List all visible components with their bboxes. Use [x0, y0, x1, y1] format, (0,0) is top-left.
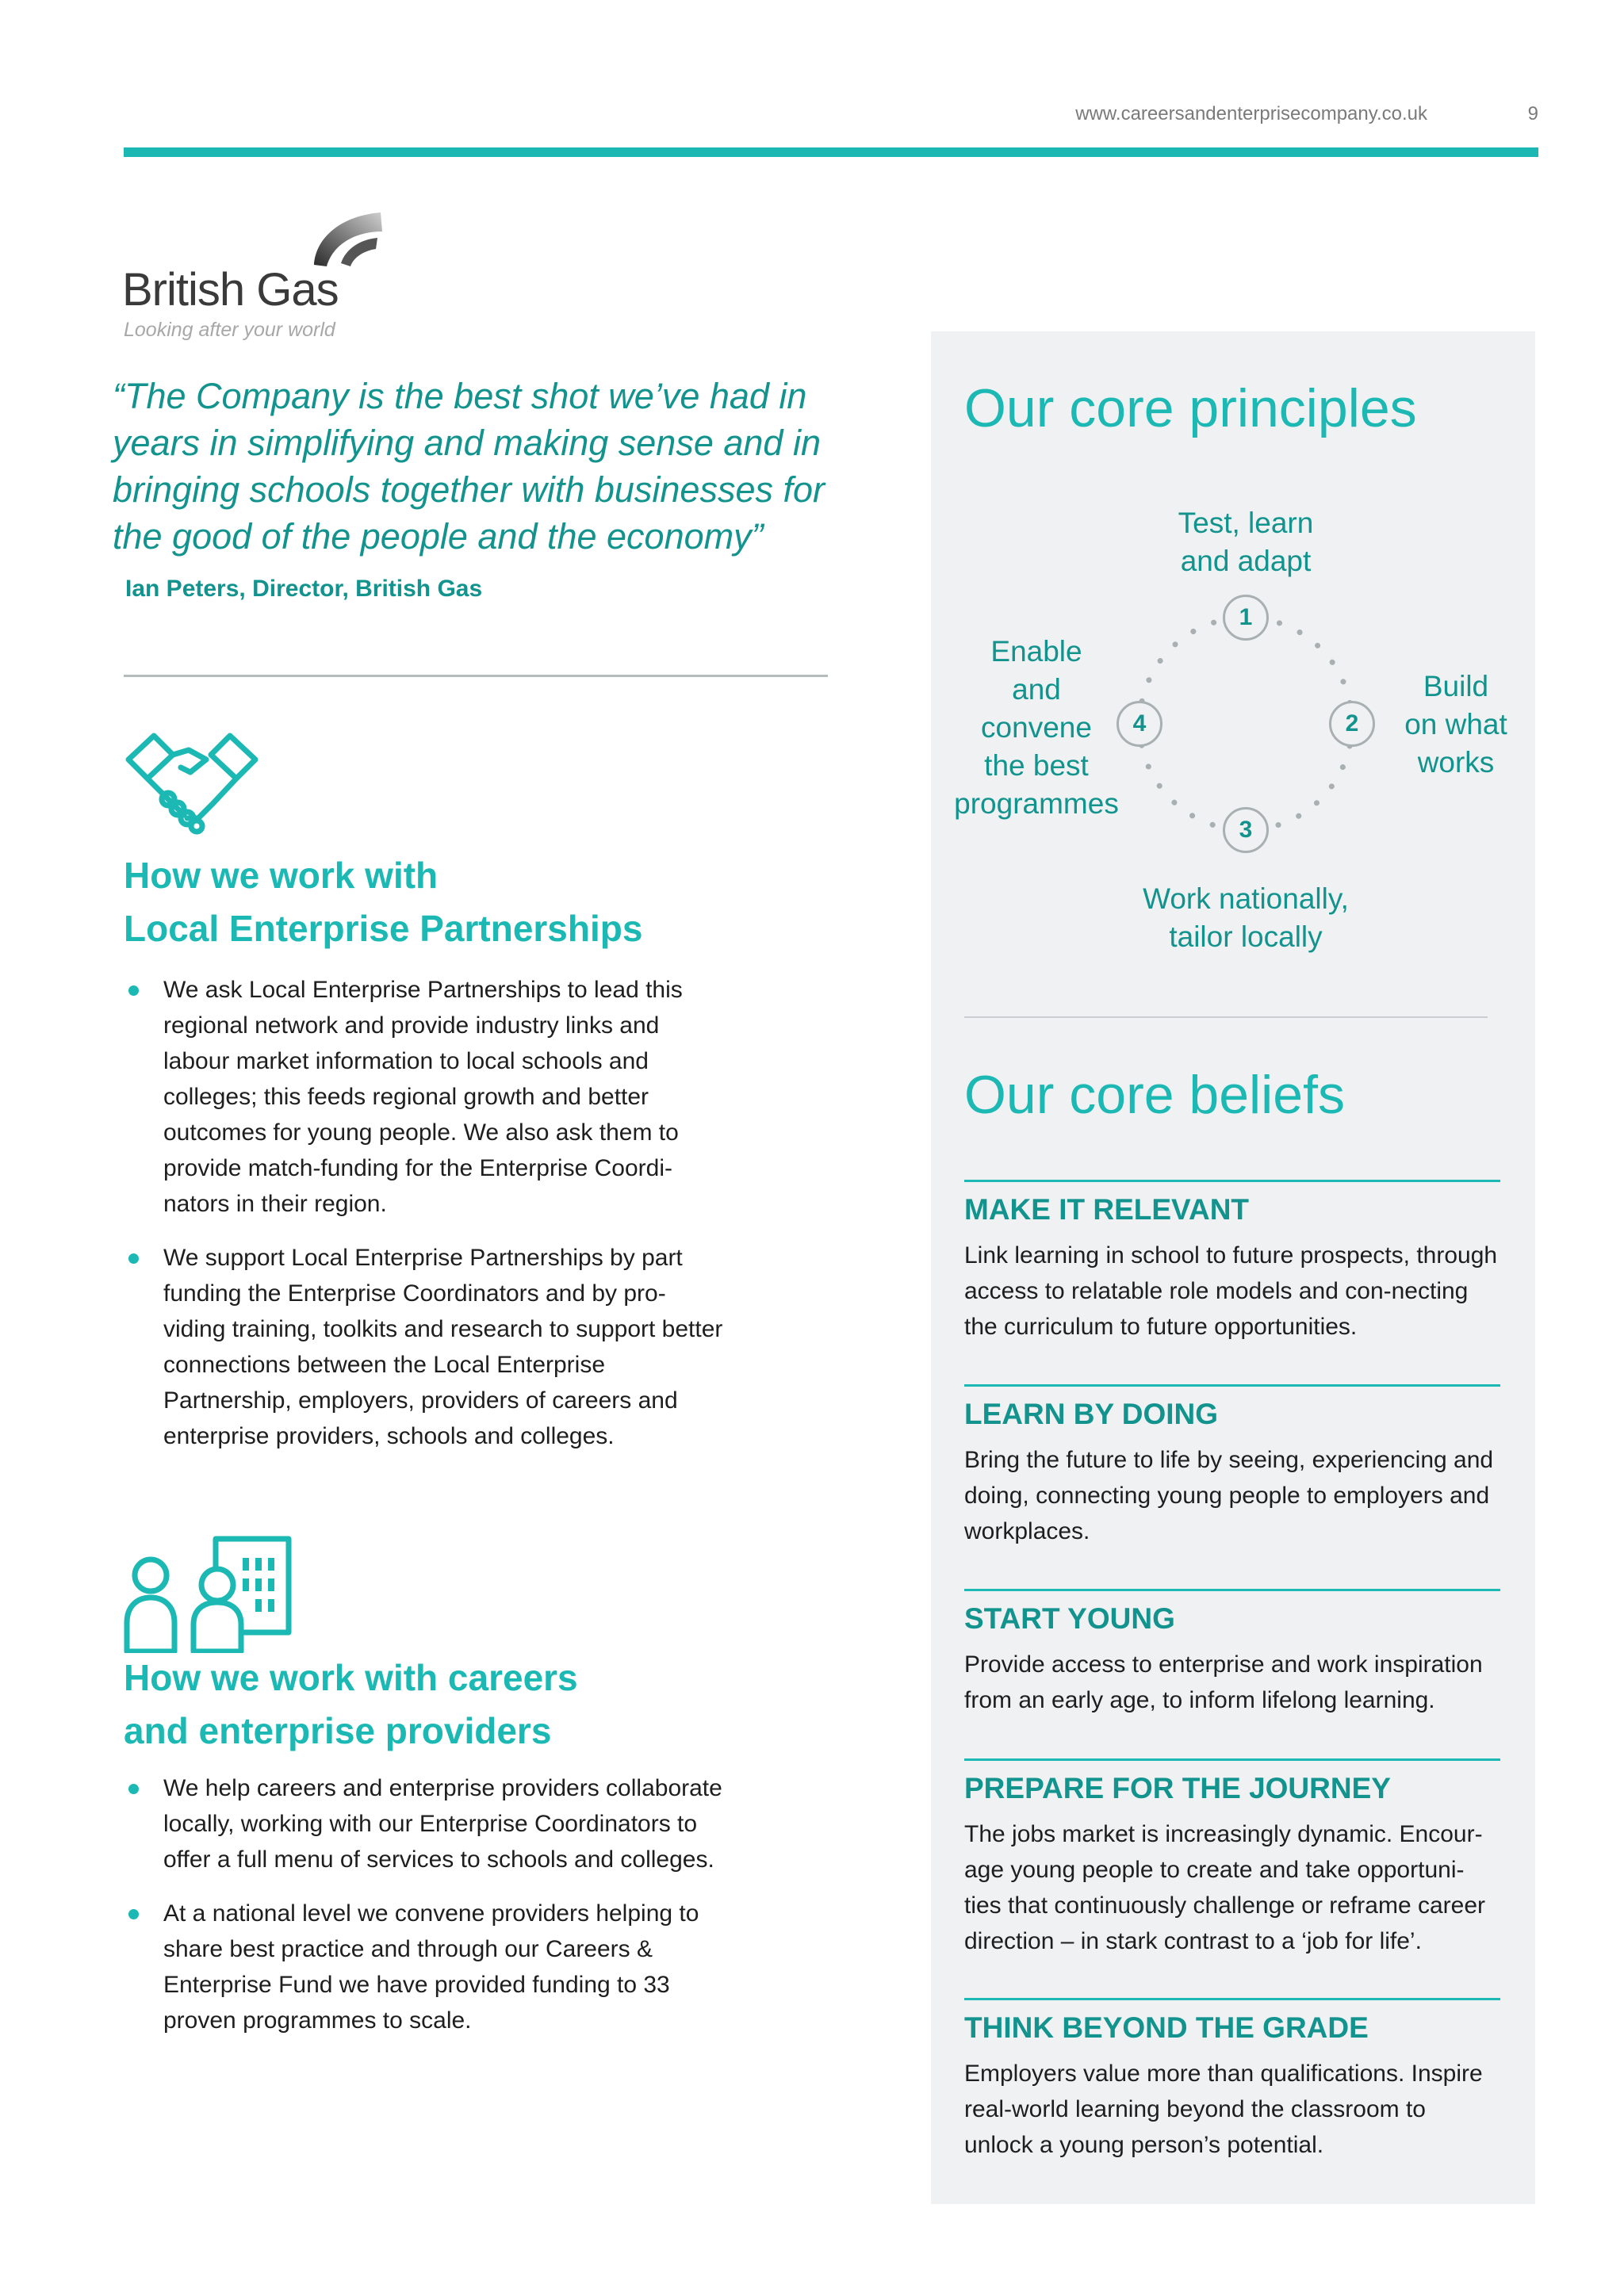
- core-principles-beliefs-panel: [931, 331, 1535, 2204]
- belief-item: [964, 1180, 1500, 1345]
- principle-number-3: 3: [1223, 807, 1269, 853]
- testimonial-quote: “The Company is the best shot we’ve had in years in simplifying and making sense and in bringing schools together with businesses for the good of the people and the economy”: [113, 376, 825, 557]
- list-item: At a national level we convene providers helping to share best practice and through our Careers & Enterprise Fund we have provided funding to 33 proven programmes to scale.: [124, 1896, 726, 2038]
- belief-text: Bring the future to life by seeing, experiencing and doing, connecting young people to employers and workplaces.: [964, 1447, 1494, 1544]
- page-number: 9: [1527, 103, 1538, 124]
- people-building-icon: [124, 1536, 293, 1653]
- belief-item: [964, 1384, 1500, 1549]
- flame-swirl-icon: [309, 208, 385, 271]
- belief-text: The jobs market is increasingly dynamic. Encour-age young people to create and take opportuni-ties that continuously challenge or reframe career direction – in stark contrast to a ‘job for life’.: [964, 1821, 1486, 1954]
- lep-bullet-list: [124, 972, 726, 1472]
- list-item: We ask Local Enterprise Partnerships to lead this regional network and provide industry links and labour market information to local schools and colleges; this feeds regional growth and better outcomes for young people. We also ask them to provide match-funding for the Enterprise Coordi-nators in their region.: [124, 972, 726, 1222]
- british-gas-logo: [119, 208, 389, 350]
- belief-text: Employers value more than qualifications. Inspire real-world learning beyond the classroom to unlock a young person’s potential.: [964, 2061, 1483, 2158]
- logo-tagline: Looking after your world: [124, 319, 335, 341]
- belief-title: MAKE IT RELEVANT: [964, 1193, 1250, 1226]
- principle-label-3: Work nationally, tailor locally: [1143, 882, 1349, 953]
- principle-number-1: 1: [1223, 595, 1269, 641]
- header-url[interactable]: www.careersandenterprisecompany.co.uk: [1075, 103, 1427, 124]
- principle-label-2: Build on what works: [1404, 670, 1507, 779]
- belief-text: Provide access to enterprise and work inspiration from an early age, to inform lifelong learning.: [964, 1651, 1483, 1713]
- belief-title: START YOUNG: [964, 1602, 1175, 1635]
- belief-title: LEARN BY DOING: [964, 1398, 1219, 1430]
- belief-title: THINK BEYOND THE GRADE: [964, 2011, 1369, 2044]
- handshake-icon: [124, 731, 260, 836]
- principle-label-1: Test, learn and adapt: [1178, 507, 1314, 577]
- belief-item: [964, 1758, 1500, 1959]
- principle-number-4: 4: [1116, 701, 1162, 747]
- providers-bullet-list: [124, 1770, 726, 2057]
- principles-heading: Our core principles: [964, 378, 1417, 438]
- list-item: We support Local Enterprise Partnerships by part funding the Enterprise Coordinators and by pro-viding training, toolkits and research to support better connections between the Local Enterprise Partnership, employers, providers of careers and enterprise providers, schools and colleges.: [124, 1240, 726, 1454]
- principles-cycle-diagram: [931, 474, 1535, 953]
- divider: [964, 1016, 1488, 1018]
- list-item: We help careers and enterprise providers collaborate locally, working with our Enterprise Coordinators to offer a full menu of services to schools and colleges.: [124, 1770, 726, 1877]
- divider: [124, 675, 828, 677]
- belief-item: [964, 1998, 1500, 2163]
- logo-wordmark: British Gas: [122, 264, 339, 316]
- header-accent-bar: [124, 147, 1538, 157]
- belief-item: [964, 1589, 1500, 1718]
- principle-label-4: Enable and convene the best programmes: [954, 635, 1119, 820]
- belief-text: Link learning in school to future prospects, through access to relatable role models and con-necting the curriculum to future opportunities.: [964, 1242, 1498, 1340]
- belief-title: PREPARE FOR THE JOURNEY: [964, 1772, 1391, 1804]
- beliefs-heading: Our core beliefs: [964, 1065, 1345, 1125]
- providers-section-title: How we work with careers and enterprise providers: [124, 1657, 578, 1751]
- lep-section-title: How we work with Local Enterprise Partnerships: [124, 855, 643, 949]
- quote-attribution: Ian Peters, Director, British Gas: [125, 576, 483, 602]
- principle-number-2: 2: [1329, 701, 1375, 747]
